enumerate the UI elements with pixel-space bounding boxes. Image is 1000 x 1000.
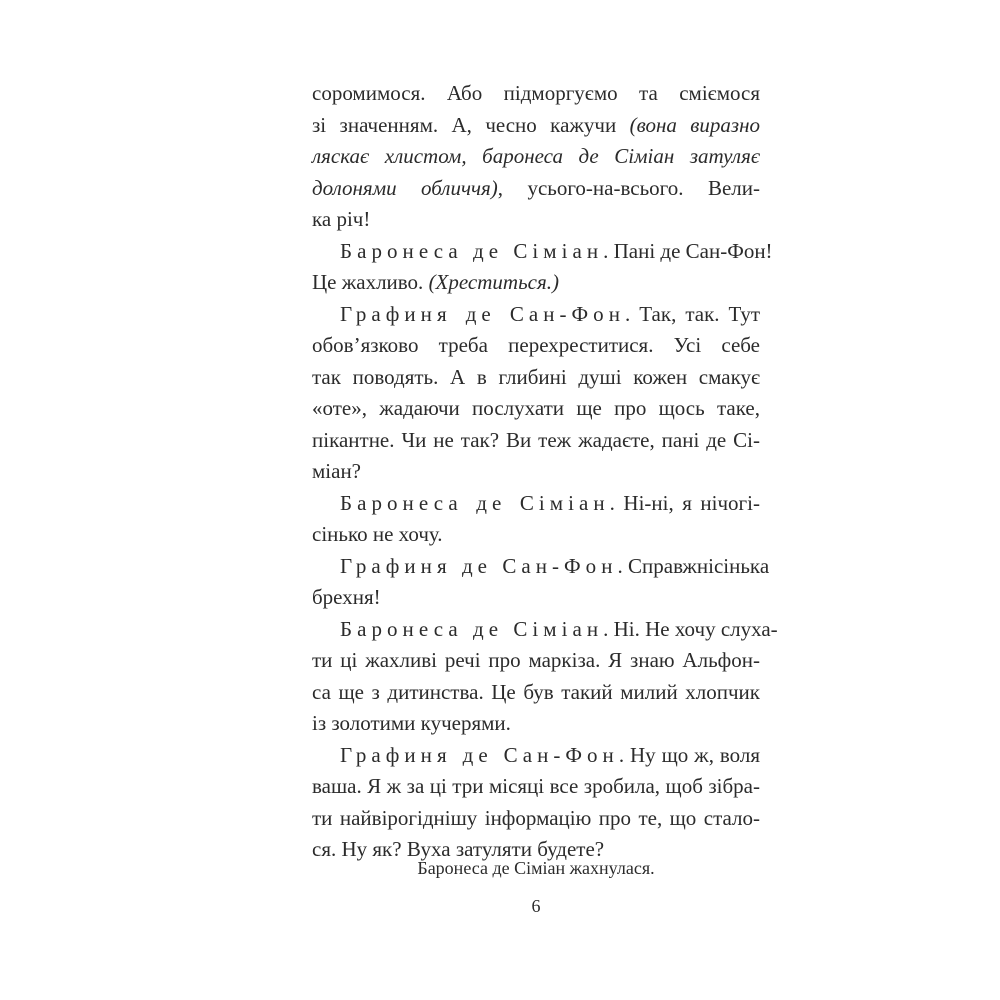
text-line	[312, 645, 760, 677]
text-line	[312, 677, 760, 709]
text-line	[312, 803, 760, 835]
line-text: са ще з дитинства. Це був такий милий хлопчик	[312, 679, 760, 704]
text-line	[312, 425, 760, 457]
line-text: , усього-на-всього. Вели-	[497, 175, 760, 200]
line-text: ти найвірогіднішу інформацію про те, що стало-	[312, 805, 760, 830]
text-line	[312, 519, 760, 551]
text-line	[312, 582, 760, 614]
text-line	[312, 267, 760, 299]
text-line	[312, 614, 778, 646]
text-line	[312, 551, 770, 583]
line-text: . Ні. Не хочу слуха-	[603, 616, 778, 641]
line-text: ка річ!	[312, 207, 371, 231]
text-line	[312, 110, 760, 142]
stage-remark: (Хреститься.)	[428, 270, 559, 294]
stage-remark: ляскає хлистом, баронеса де Сіміан затуляє	[312, 144, 760, 168]
line-text: так поводять. А в глибині душі кожен смакує	[312, 364, 760, 389]
line-text: Це жахливо.	[312, 270, 429, 294]
text-line	[312, 78, 760, 110]
text-line	[312, 173, 760, 205]
speaker-name: Баронеса де Сіміан	[340, 238, 604, 263]
line-text: із золотими кучерями.	[312, 711, 511, 735]
line-text: міан?	[312, 459, 362, 483]
text-line	[312, 362, 760, 394]
text-line	[312, 204, 760, 236]
text-line	[312, 299, 760, 331]
text-line	[312, 330, 760, 362]
text-line	[312, 393, 760, 425]
line-text: . Пані де Сан-Фон!	[603, 238, 773, 263]
text-line	[312, 488, 760, 520]
text-line	[312, 771, 760, 803]
line-text: «оте», жадаючи послухати ще про щось таке,	[312, 396, 760, 420]
speaker-name: Графиня де Сан-Фон	[340, 553, 618, 578]
line-text: . Так, так. Тут	[625, 301, 760, 326]
text-line	[312, 740, 760, 772]
speaker-name: Баронеса де Сіміан	[340, 490, 610, 515]
line-text: зі значенням. А, чесно кажучи	[312, 112, 630, 137]
text-line	[312, 236, 773, 268]
line-text: ся. Ну як? Вуха затуляти будете?	[312, 837, 605, 861]
speaker-name: Графиня де Сан-Фон	[340, 301, 625, 326]
line-text: . Ні-ні, я нічогі-	[609, 490, 760, 515]
line-text: ваша. Я ж за ці три місяці все зробила, щоб зібра-	[312, 774, 760, 798]
speaker-name: Графиня де Сан-Фон	[340, 742, 619, 767]
line-text: . Ну що ж, воля	[618, 742, 760, 767]
line-text: сінько не хочу.	[312, 522, 443, 546]
body-text	[312, 78, 778, 866]
line-text: . Справжнісінька	[617, 553, 770, 578]
speaker-name: Баронеса де Сіміан	[340, 616, 604, 641]
page-number: 6	[531, 896, 541, 916]
stage-remark: долонями обличчя)	[312, 175, 498, 200]
line-text: ти ці жахливі речі про маркіза. Я знаю Альфон-	[312, 648, 760, 672]
line-text: обов’язково треба перехреститися. Усі себе	[312, 333, 760, 357]
stage-remark: (вона виразно	[629, 112, 760, 137]
text-line	[312, 708, 760, 740]
line-text: пікантне. Чи не так? Ви теж жадаєте, пані де Сі-	[312, 427, 760, 452]
text-line	[312, 141, 760, 173]
text-line	[312, 456, 760, 488]
line-text: брехня!	[312, 585, 381, 609]
line-text: соромимося. Або підморгуємо та сміємося	[312, 81, 760, 105]
stage-direction: Баронеса де Сіміан жахнулася.	[417, 858, 655, 878]
